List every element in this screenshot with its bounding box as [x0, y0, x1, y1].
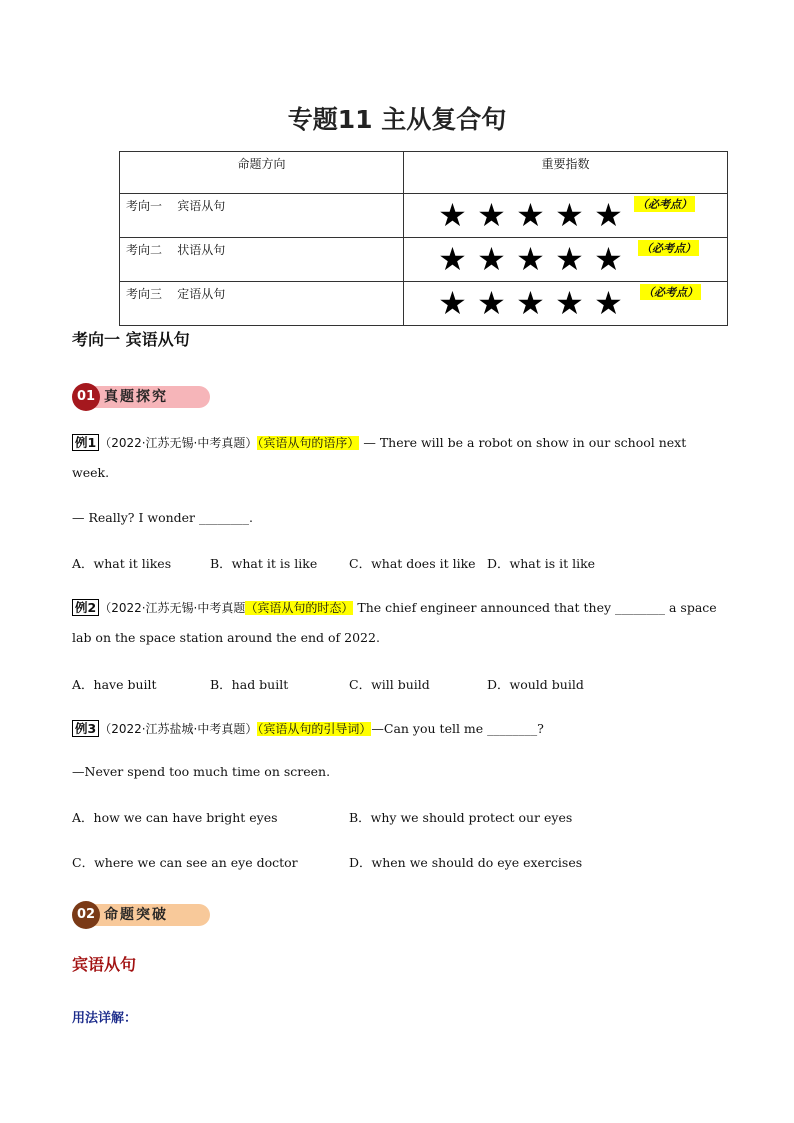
option-a: A．how we can have bright eyes — [72, 810, 278, 825]
question-text: — There will be a robot on show in our school next — [363, 435, 687, 450]
banner-number: 02 — [72, 901, 100, 929]
banner-breakthrough — [72, 901, 212, 929]
must-test-badge: （必考点） — [640, 284, 701, 300]
banner-label: 真题探究 — [90, 386, 210, 408]
option-d: D．would build — [487, 677, 584, 692]
must-test-badge: （必考点） — [634, 196, 695, 212]
question-text: The chief engineer announced that they ________ a space — [357, 600, 717, 615]
option-a: A．have built — [72, 677, 157, 692]
option-c: C．will build — [349, 677, 430, 692]
example-tag: 例3 — [72, 720, 99, 737]
star-rating — [434, 197, 629, 233]
table-row — [120, 282, 728, 326]
banner-real-questions — [72, 383, 212, 411]
example-tag: 例1 — [72, 434, 99, 451]
table-row — [120, 194, 728, 238]
example-1-line — [72, 433, 686, 451]
option-d: D．what is it like — [487, 556, 596, 571]
option-d: D．when we should do eye exercises — [349, 855, 583, 870]
example-topic: （宾语从句的引导词） — [257, 722, 372, 736]
direction-label: 考向三 定语从句 — [126, 287, 226, 301]
star-rating — [434, 241, 629, 277]
star-icon: ★ — [594, 240, 625, 278]
star-icon: ★ — [438, 284, 469, 322]
star-icon: ★ — [438, 196, 469, 234]
option-b: B．why we should protect our eyes — [349, 810, 573, 825]
header-direction: 命题方向 — [120, 152, 404, 194]
question-text: —Can you tell me ________? — [371, 721, 544, 736]
usage-heading: 用法详解： — [72, 1011, 138, 1026]
section-heading: 考向一 宾语从句 — [72, 330, 190, 349]
option-b: B．what it is like — [210, 556, 318, 571]
star-icon: ★ — [555, 240, 586, 278]
example-source: （2022·江苏无锡·中考真题 — [99, 601, 246, 615]
importance-table — [119, 151, 728, 326]
topic-heading: 宾语从句 — [72, 955, 137, 974]
question-text: — Really? I wonder ________. — [72, 510, 253, 525]
question-text: —Never spend too much time on screen. — [72, 764, 331, 779]
table-header-row — [120, 152, 728, 194]
star-icon: ★ — [477, 240, 508, 278]
direction-label: 考向二 状语从句 — [126, 243, 226, 257]
example-3-line — [72, 719, 544, 737]
page-title: 专题11 主从复合句 — [287, 105, 507, 134]
star-icon: ★ — [477, 196, 508, 234]
star-icon: ★ — [438, 240, 469, 278]
table-row — [120, 238, 728, 282]
option-c: C．where we can see an eye doctor — [72, 855, 298, 870]
star-icon: ★ — [555, 196, 586, 234]
star-icon: ★ — [594, 196, 625, 234]
option-c: C．what does it like — [349, 556, 476, 571]
star-icon: ★ — [516, 284, 547, 322]
banner-number: 01 — [72, 383, 100, 411]
star-icon: ★ — [477, 284, 508, 322]
example-2-line — [72, 598, 717, 616]
header-importance: 重要指数 — [404, 152, 728, 194]
banner-label: 命题突破 — [90, 904, 210, 926]
example-source: （2022·江苏盐城·中考真题） — [99, 722, 258, 736]
example-tag: 例2 — [72, 599, 99, 616]
example-source: （2022·江苏无锡·中考真题） — [99, 436, 258, 450]
question-text: week. — [72, 465, 110, 480]
must-test-badge: （必考点） — [638, 240, 699, 256]
star-icon: ★ — [594, 284, 625, 322]
option-a: A．what it likes — [72, 556, 172, 571]
star-rating — [434, 285, 629, 321]
star-icon: ★ — [516, 196, 547, 234]
example-topic: （宾语从句的时态） — [245, 601, 354, 615]
star-icon: ★ — [516, 240, 547, 278]
direction-label: 考向一 宾语从句 — [126, 199, 226, 213]
star-icon: ★ — [555, 284, 586, 322]
option-b: B．had built — [210, 677, 289, 692]
question-text: lab on the space station around the end of 2022. — [72, 630, 380, 645]
example-topic: （宾语从句的语序） — [257, 436, 360, 450]
